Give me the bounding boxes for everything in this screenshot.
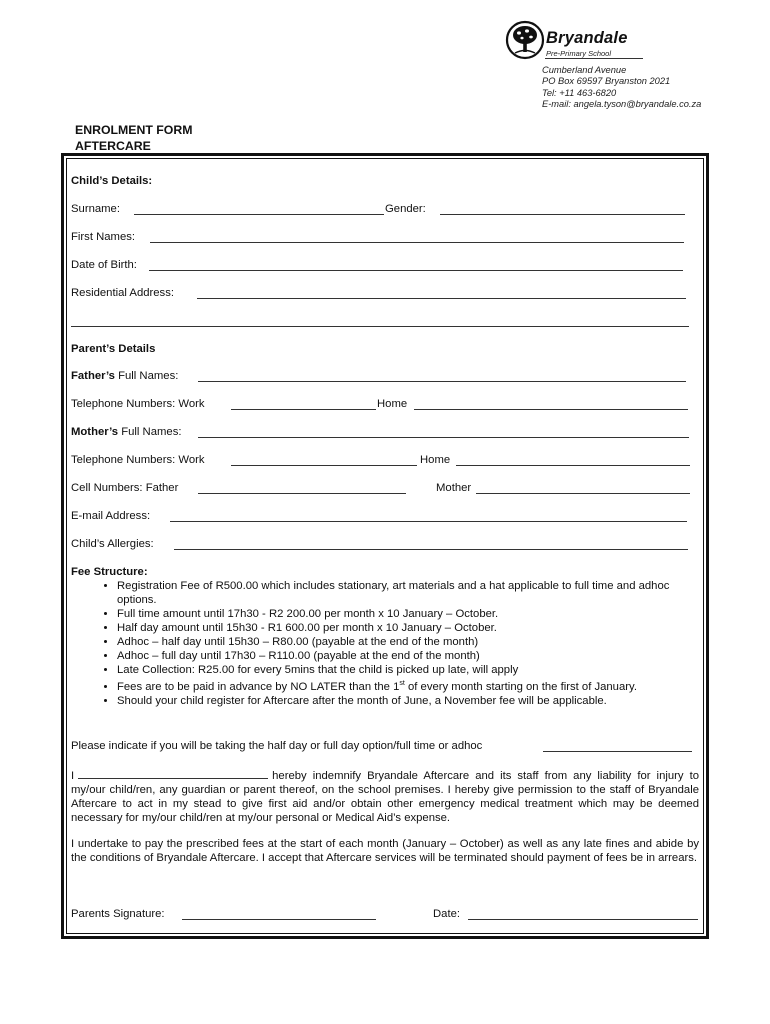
address-line: Cumberland Avenue (542, 65, 627, 75)
fee-item: • Adhoc – full day until 17h30 – R110.00 (payable at the end of the month) (117, 649, 701, 663)
signature-field[interactable] (182, 907, 376, 920)
dob-label: Date of Birth: (71, 259, 137, 271)
mother-label-rest: Full Names: (118, 426, 182, 438)
first-names-label: First Names: (71, 231, 136, 243)
father-label-rest: Full Names: (114, 370, 179, 382)
address-field-line2[interactable] (71, 314, 689, 327)
fee-structure (71, 565, 701, 708)
allergies-label: Child’s Allergies: (71, 538, 154, 550)
date-label: Date: (433, 908, 461, 920)
father-tel-work-field[interactable] (231, 397, 376, 410)
fee-item-text-rest: of every month starting on the first of January. (404, 680, 637, 693)
indemnity-name-field[interactable] (78, 767, 268, 779)
mother-tel-work-label: Telephone Numbers: Work (71, 454, 205, 466)
school-logo (505, 20, 655, 62)
cell-mother-field[interactable] (476, 481, 690, 494)
form-title-line1: ENROLMENT FORM (75, 123, 193, 137)
father-tel-home-label: Home (377, 398, 408, 410)
fee-item-sup: st (399, 680, 405, 687)
fee-item: • Adhoc – half day until 15h30 – R80.00 (payable at the end of the month) (117, 635, 701, 649)
email-line: E-mail: angela.tyson@bryandale.co.za (542, 98, 702, 109)
signature-label: Parents Signature: (71, 908, 165, 920)
fee-item: • Should your child register for Aftercare after the month of June, a November fee will be applicable. (117, 694, 701, 708)
mother-tel-home-label: Home (420, 454, 451, 466)
fee-structure-heading: Fee Structure: (71, 566, 148, 578)
fee-item: • Registration Fee of R500.00 which includes stationary, art materials and a hat applicable to full time and adhoc options. (117, 579, 701, 607)
surname-field[interactable] (134, 202, 384, 215)
indemnity-start: I (71, 770, 75, 782)
father-tel-work-label: Telephone Numbers: Work (71, 398, 205, 410)
brand-name: Bryandale (546, 29, 628, 47)
fee-item: • Half day amount until 15h30 - R1 600.00 per month x 10 January – October. (117, 621, 701, 635)
brand-subtitle: Pre-Primary School (546, 49, 612, 58)
tree-icon (505, 20, 545, 60)
fee-list (71, 579, 701, 708)
fee-item-text: Fees are to be paid in advance by NO LATER than the 1 (117, 680, 400, 693)
fee-item: • Late Collection: R25.00 for every 5mins that the child is picked up late, will apply (117, 663, 701, 677)
form-title (75, 123, 193, 154)
form-title-line2: AFTERCARE (75, 138, 151, 153)
brand-divider (545, 58, 643, 59)
indemnity-paragraph (71, 767, 699, 825)
child-details-heading: Child’s Details: (71, 175, 153, 187)
fee-item: • Full time amount until 17h30 - R2 200.00 per month x 10 January – October. (117, 607, 701, 621)
cell-father-label: Cell Numbers: Father (71, 482, 179, 494)
father-tel-home-field[interactable] (414, 397, 688, 410)
mother-tel-home-field[interactable] (456, 453, 690, 466)
date-field[interactable] (468, 907, 698, 920)
father-names-label (71, 369, 178, 383)
phone-line: Tel: +11 463-6820 (542, 87, 617, 98)
fee-item (117, 677, 701, 694)
email-label: E-mail Address: (71, 510, 151, 522)
cell-mother-label: Mother (436, 482, 472, 494)
undertaking-paragraph: I undertake to pay the prescribed fees at the start of each month (January – October) as well as any late fines and abide by the conditions of Bryandale Aftercare. I accept that Aftercare services will be terminated should payment of fees be in arrears. (71, 838, 699, 864)
gender-label: Gender: (385, 203, 426, 215)
cell-father-field[interactable] (198, 481, 406, 494)
mother-names-label (71, 425, 181, 439)
indemnity-text: hereby indemnify Bryandale Aftercare and its staff from any liability for injury to my/our child/ren, any guardian or parent thereof, on the school premises. I hereby give permission to the staff of Bryandale Aftercare to act in my stead to give first aid and/or obtain other emergency medical treatment which may be deemed necessary for my/our child/ren at my/our personal or Medical Aid’s expense. (71, 770, 699, 824)
address-label: Residential Address: (71, 287, 174, 299)
gender-field[interactable] (440, 202, 685, 215)
address-line: PO Box 69597 Bryanston 2021 (542, 76, 671, 87)
school-address (542, 65, 701, 110)
option-field[interactable] (543, 739, 692, 752)
parent-details-heading: Parent’s Details (71, 343, 156, 355)
father-label-bold: Father’s (71, 370, 115, 382)
mother-tel-work-field[interactable] (231, 453, 417, 466)
email-field[interactable] (170, 509, 687, 522)
allergies-field[interactable] (174, 537, 688, 550)
mother-names-field[interactable] (198, 425, 689, 438)
mother-label-bold: Mother’s (71, 426, 119, 438)
first-names-field[interactable] (150, 230, 684, 243)
surname-label: Surname: (71, 203, 120, 215)
option-label: Please indicate if you will be taking the half day or full day option/full time or adhoc (71, 740, 483, 752)
address-field[interactable] (197, 286, 686, 299)
dob-field[interactable] (149, 258, 683, 271)
father-names-field[interactable] (198, 369, 686, 382)
